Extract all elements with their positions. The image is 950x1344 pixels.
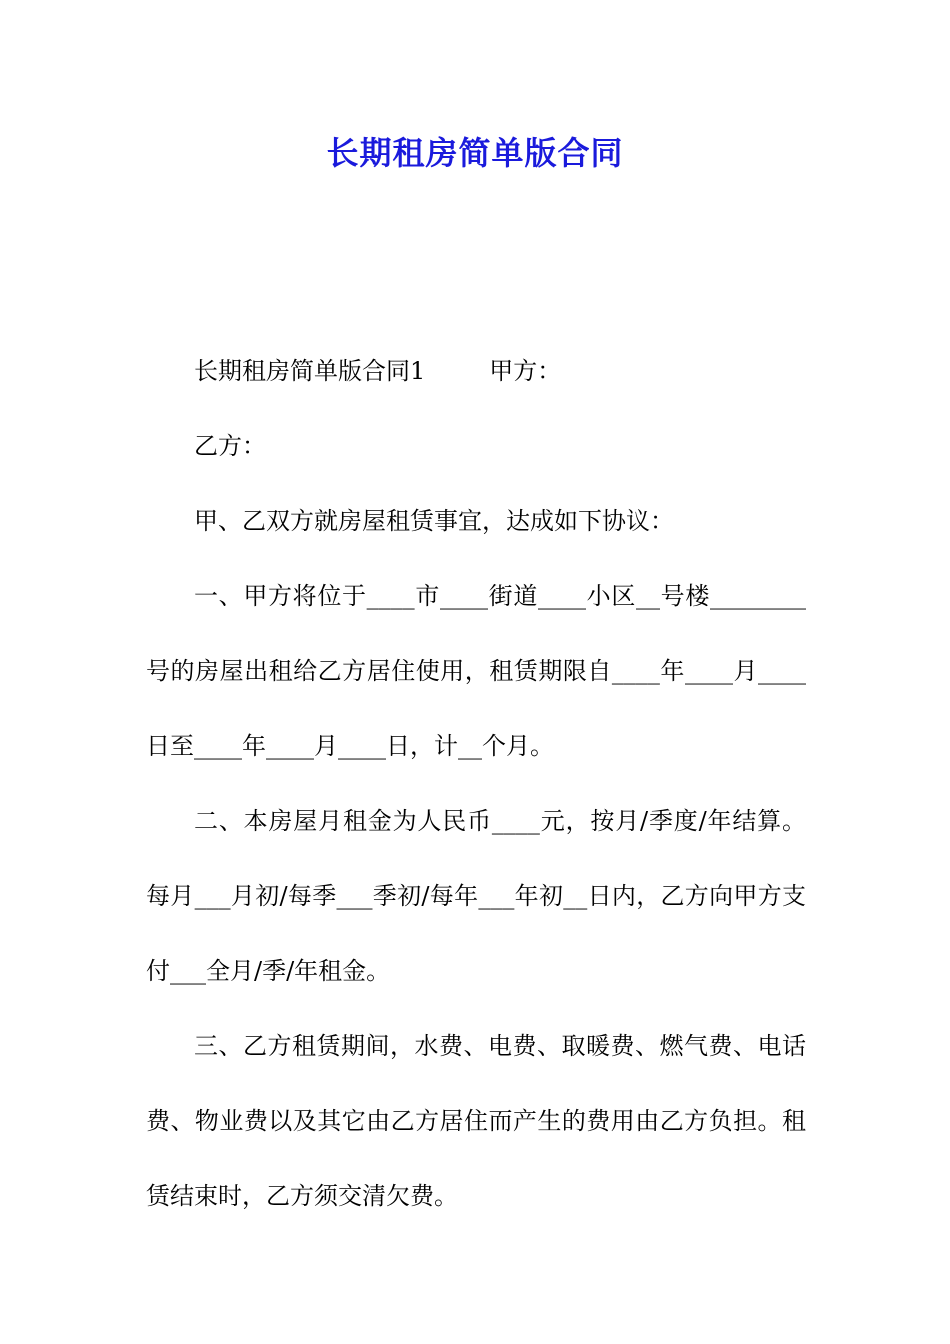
clause-3-paragraph: 三、乙方租赁期间，水费、电费、取暖费、燃气费、电话费、物业费以及其它由乙方居住而产生的费用由乙方负担。租赁结束时，乙方须交清欠费。	[146, 1032, 806, 1210]
clause-1-paragraph: 一、甲方将位于____市____街道____小区__号楼________号的房屋出租给乙方居住使用，租赁期限自____年____月____日至____年____月____日，计__个月。	[146, 582, 806, 760]
document-title: 长期租房简单版合同	[326, 134, 624, 172]
heading-line	[146, 334, 806, 409]
document-body	[146, 334, 806, 1234]
party-b-paragraph: 乙方：	[194, 432, 266, 460]
party-a-label: 甲方：	[489, 357, 562, 385]
contract-name: 长期租房简单版合同1	[194, 357, 426, 385]
clause-2-paragraph: 二、本房屋月租金为人民币____元，按月/季度/年结算。每月___月初/每季___季初/每年___年初__日内，乙方向甲方支付___全月/季/年租金。	[146, 807, 806, 985]
agreement-intro-paragraph: 甲、乙双方就房屋租赁事宜，达成如下协议：	[194, 507, 674, 535]
